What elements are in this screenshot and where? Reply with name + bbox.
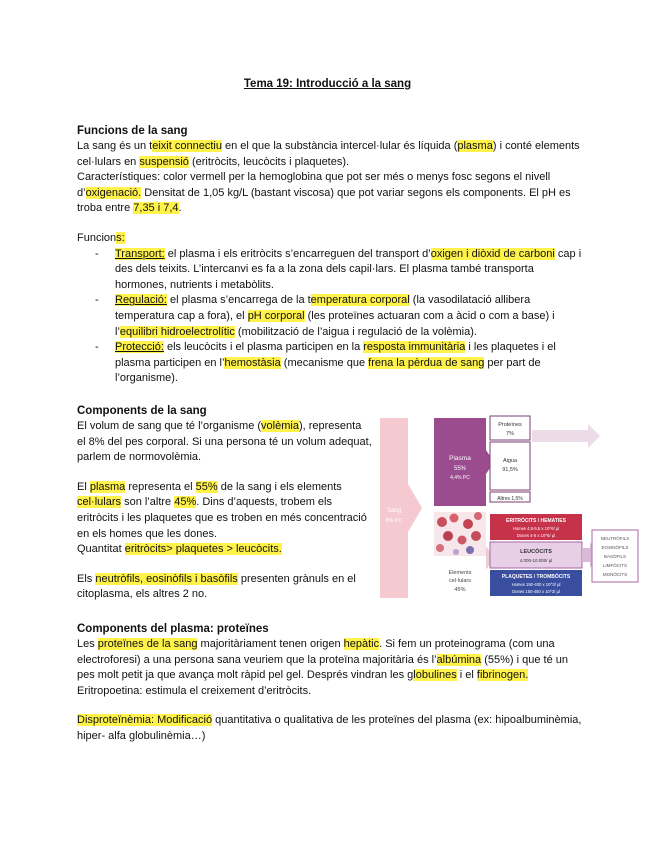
- paragraph: Disproteïnèmia: Modificació quantitativa o qualitativa de les proteïnes del plasma (ex: hipoalbuminèmia, hiper- alfa globulinèmia…): [77, 714, 582, 742]
- paragraph: Les proteïnes de la sang majoritàriament tenen origen hepàtic. Si fem un proteinograma (com una electroforesi) a una persona sana veuriem que la proteïna majoritària és l’albúmina (55%) i que té un pes molt petit ja que avança molt ràpid pel gel. Després vindran les globulines i el fibrinogen. Eritropoetina: estimula el creixement d’eritròcits.: [77, 638, 569, 697]
- plasma-box: [434, 418, 486, 506]
- altres-label: Altres 1,5%: [497, 496, 523, 502]
- elements-pct: 45%: [454, 587, 466, 593]
- plaq-line-1: Homes 150-400 x 10^3/ µl: [511, 582, 561, 587]
- section-heading: Components de la sang: [77, 405, 207, 417]
- plaq-line-2: Dones 150-450 x 10^3/ µl: [512, 589, 560, 594]
- sang-label: Sang: [386, 508, 402, 514]
- elements-label-2: cel·lulars: [448, 578, 472, 584]
- proteines-arrow: [532, 424, 600, 448]
- section-funcions: [77, 124, 585, 387]
- list-item: - Transport: el plasma i els eritròcits s’encarreguen del transport d’oxigen i diòxid de carboni cap i des dels teixits. L’intercanvi es fa a la zona dels capil·lars. El plasma també transporta hormones, nutrients i metabòlits.: [115, 247, 585, 294]
- leuco-box: [490, 542, 582, 568]
- paragraph: El plasma representa el 55% de la sang i els elements cel·lulars son l’altre 45%. Dins d’aquests, trobem els eritròcits i les plaquetes que es troben en més concentració en els homes que les dones.: [77, 480, 367, 540]
- eritro-label: ERITRÒCITS / HEMATIES: [506, 518, 566, 524]
- funcions-list: [77, 247, 585, 387]
- list-item: - Protecció: els leucòcits i el plasma participen en la resposta immunitària i les plaquetes i el plasma participen en l’hemostàsia (mecanisme que frena la pèrdua de sang per part de l’organisme).: [115, 340, 585, 387]
- plasma-label: Plasma: [449, 455, 471, 462]
- sang-arrow: [408, 484, 422, 532]
- leuco-label: LEUCÒCITS: [520, 549, 552, 555]
- eritro-line-1: Homes 4,5-5,5 x 10^6/ µl: [512, 526, 560, 531]
- plasma-pct: 55%: [453, 466, 467, 472]
- page-title: Tema 19: Introducció a la sang: [243, 78, 412, 90]
- section-proteines: [77, 622, 587, 745]
- section-components: [77, 404, 372, 603]
- aigua-label: Aigua: [502, 458, 518, 464]
- type-label: MONÒCITS: [602, 572, 628, 577]
- paragraph: Quantitat eritròcits> plaquetes > leucòcits.: [77, 543, 282, 556]
- paragraph: Els neutròfils, eosinòfils i basòfils presenten grànuls en el citoplasma, els altres 2 no.: [77, 572, 356, 601]
- paragraph: El volum de sang que té l’organisme (volèmia), representa el 8% del pes corporal. Si una persona té un volum adequat, parlem de normovolèmia.: [77, 420, 372, 464]
- type-label: EOSINÒFILS: [601, 545, 629, 550]
- aigua-box: [490, 442, 530, 490]
- plasma-sub: 4,4% PC: [450, 475, 470, 481]
- type-label: LIMFÒCITS: [602, 563, 628, 568]
- proteines-label: Proteïnes: [498, 422, 522, 428]
- type-label: NEUTRÒFILS: [600, 536, 630, 541]
- paragraph: La sang és un teixit connectiu en el que la substància intercel·lular és líquida (plasma) i conté elements cel·lulars en suspensió (eritròcits, leucòcits i plaquetes).: [77, 140, 580, 168]
- aigua-pct: 91,5%: [502, 467, 518, 473]
- type-label: BASÒFILS: [603, 554, 627, 559]
- section-heading: Funcions de la sang: [77, 125, 188, 137]
- proteines-pct: 7%: [506, 431, 514, 437]
- sang-pct: 8% PC: [385, 518, 403, 524]
- section-heading: Components del plasma: proteïnes: [77, 623, 269, 635]
- blood-composition-diagram: [378, 414, 640, 602]
- plaq-label: PLAQUETES / TROMBÒCITS: [501, 574, 571, 580]
- eritro-line-2: Dones 4-5 x 10^6/ µl: [516, 533, 556, 538]
- list-item: - Regulació: el plasma s’encarrega de la temperatura corporal (la vasodilatació allibera temperatura cap a fora), el pH corporal (les proteïnes actuaran com a àcid o com a base) i l’equilibri hidroelectrolític (mobilització de l’aigua i regulació de la volèmia).: [115, 293, 585, 340]
- leuco-line-1: 4.000-10.000/ µl: [519, 558, 553, 563]
- paragraph: Característiques: color vermell per la hemoglobina que pot ser més o menys fosc segons el nivell d’oxigenació. Densitat de 1,05 kg/L (bastant viscosa) que pot variar segons els components. El pH es troba entre 7,35 i 7,4.: [77, 171, 571, 215]
- paragraph: Funcions:: [77, 231, 125, 244]
- elements-label: Elements: [448, 570, 472, 576]
